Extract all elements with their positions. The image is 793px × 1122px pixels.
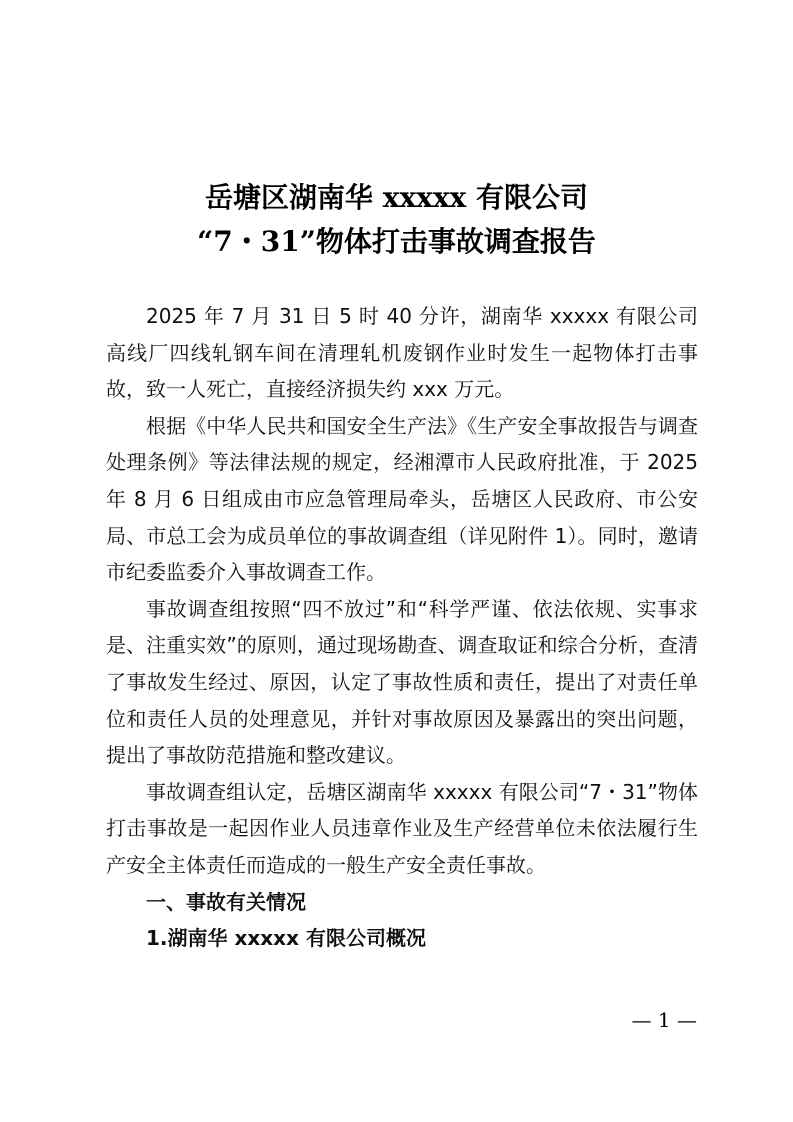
- section-heading: 一、事故有关情况: [146, 889, 306, 914]
- paragraph: 根据《中华人民共和国安全生产法》《生产安全事故报告与调查处理条例》等法律法规的规定，经湘潭市人民政府批准，于 2025 年 8 月 6 日组成由市应急管理局牵头，岳塘区人民政府、市公安局、市总工会为成员单位的事故调查组（详见附件 1）。同时，邀请市纪委监委介入事故调查工作。: [106, 413, 698, 585]
- page-number: — 1 —: [631, 1008, 697, 1032]
- paragraph: 2025 年 7 月 31 日 5 时 40 分许，湖南华 xxxxx 有限公司高线厂四线轧钢车间在清理轧机废钢作业时发生一起物体打击事故，致一人死亡，直接经济损失约 xxx 万元。: [106, 304, 698, 402]
- document-title: [100, 176, 693, 264]
- paragraph: 事故调查组认定，岳塘区湖南华 xxxxx 有限公司“7・31”物体打击事故是一起因作业人员违章作业及生产经营单位未依法履行生产安全主体责任而造成的一般生产安全责任事故。: [106, 779, 698, 877]
- title-line-1: 岳塘区湖南华 xxxxx 有限公司: [205, 181, 588, 214]
- document-body: [106, 298, 698, 957]
- paragraph: 事故调查组按照“四不放过”和“科学严谨、依法依规、实事求是、注重实效”的原则，通过现场勘查、调查取证和综合分析，查清了事故发生经过、原因，认定了事故性质和责任，提出了对责任单位和责任人员的处理意见，并针对事故原因及暴露出的突出问题，提出了事故防范措施和整改建议。: [106, 596, 698, 768]
- subsection-heading: 1.湖南华 xxxxx 有限公司概况: [146, 926, 426, 951]
- title-line-2: “7・31”物体打击事故调查报告: [197, 225, 596, 258]
